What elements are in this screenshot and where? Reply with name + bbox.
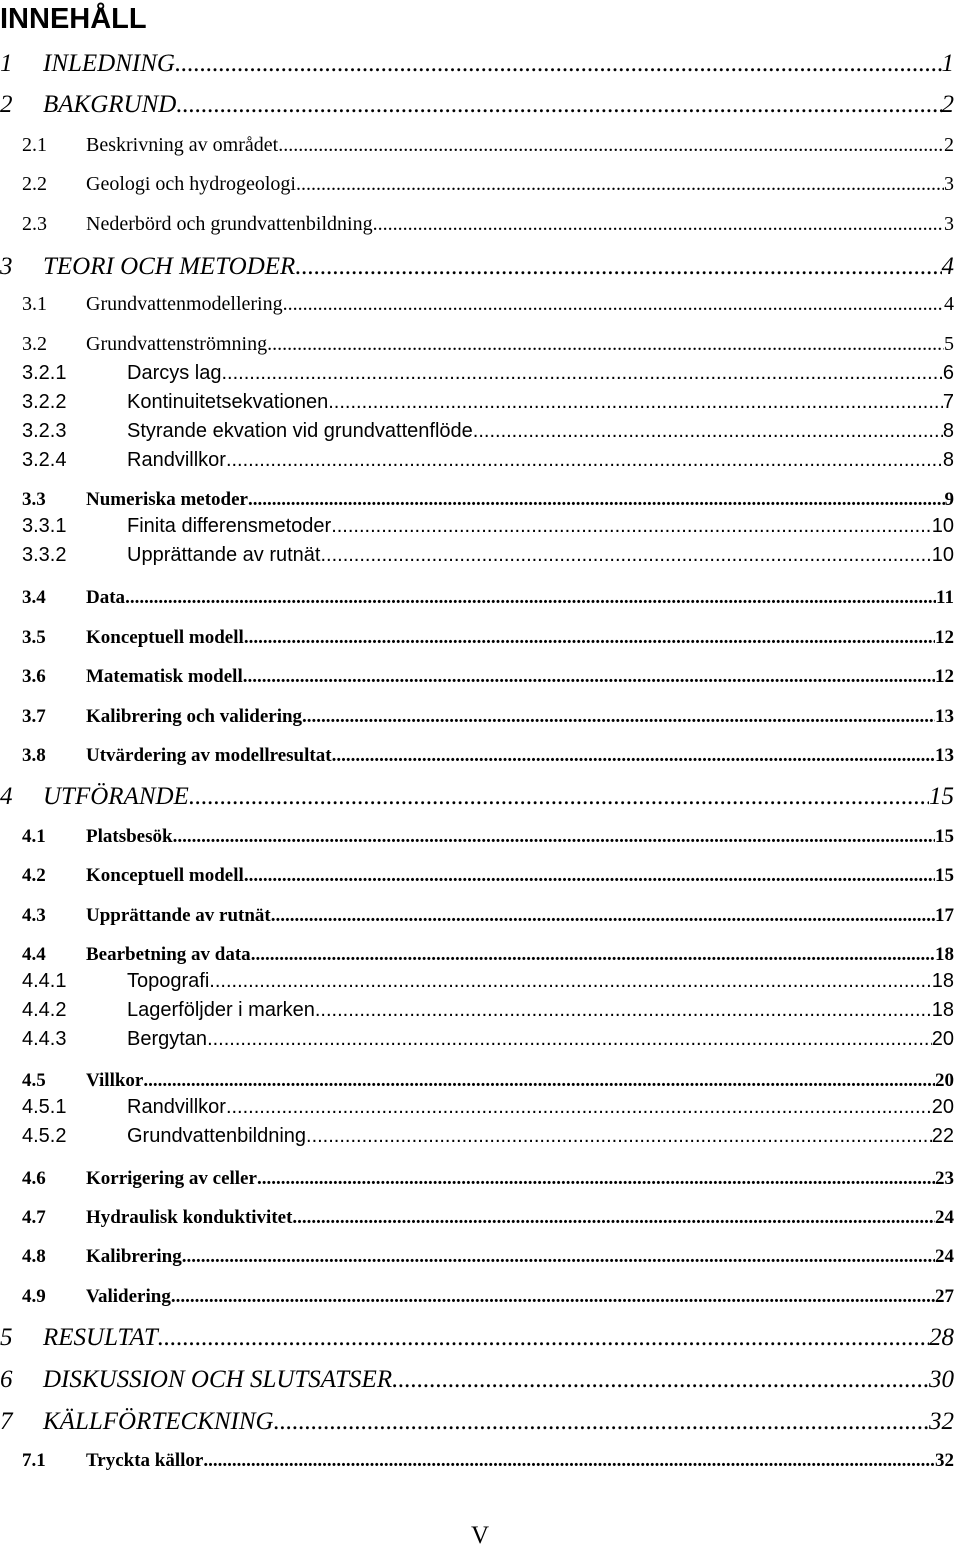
toc-entry-4-2[interactable] [0,865,954,887]
toc-entry-3-4[interactable] [0,587,954,609]
toc-leader [189,783,929,811]
toc-page: 24 [935,1207,954,1228]
toc-page: 20 [935,1070,954,1091]
toc-entry-4-4[interactable] [0,944,954,966]
toc-page: 15 [935,865,954,886]
toc-leader [176,91,941,119]
toc-number: 3.3.2 [22,544,67,566]
toc-leader [331,515,932,538]
toc-leader [244,865,935,887]
toc-page: 6 [942,362,954,384]
toc-title: RESULTAT [43,1324,158,1351]
toc-leader [274,1408,929,1436]
toc-leader [320,544,931,567]
toc-title: Konceptuell modell [86,865,244,886]
toc-page: 30 [929,1366,954,1393]
toc-leader [248,489,945,511]
toc-number: 3.2 [22,333,47,355]
toc-page: 32 [929,1408,954,1435]
toc-leader [158,1324,929,1352]
toc-page: 12 [935,666,954,687]
toc-title: Tryckta källor [86,1450,204,1471]
toc-page: 18 [931,999,954,1021]
toc-title: Styrande ekvation vid grundvattenflöde [127,420,473,442]
toc-page: 15 [929,783,954,810]
toc-title: Beskrivning av området [86,134,279,156]
toc-entry-3-3[interactable] [0,489,954,511]
toc-number: 3.2.2 [22,391,67,413]
toc-entry-2-1[interactable] [0,134,954,157]
toc-title: Grundvattenmodellering [86,293,283,315]
toc-title: Validering [86,1286,171,1307]
toc-number: 4.8 [22,1246,46,1267]
toc-leader [182,1246,935,1268]
toc-title: Kalibrering och validering [86,706,303,727]
toc-number: 4.5.1 [22,1096,67,1118]
toc-number: 3.2.1 [22,362,67,384]
toc-number: 4 [0,783,13,810]
toc-number: 4.4.1 [22,970,67,992]
toc-page: 20 [931,1096,954,1118]
toc-leader [283,293,944,316]
toc-leader [332,745,935,767]
toc-number: 4.1 [22,826,46,847]
toc-leader [207,1028,932,1051]
toc-page: 8 [942,449,954,471]
toc-page: 7 [942,391,954,413]
toc-leader [373,213,944,236]
toc-leader [143,1070,935,1092]
toc-leader [203,1450,935,1472]
toc-entry-4-7[interactable] [0,1207,954,1229]
toc-leader [251,944,935,966]
toc-number: 1 [0,50,13,77]
toc-entry-3[interactable] [0,253,954,281]
toc-page: 10 [931,544,954,566]
toc-entry-3-2-4[interactable] [0,449,954,472]
toc-page: 11 [936,587,954,608]
toc-entry-3-8[interactable] [0,745,954,767]
toc-page: 4 [941,253,954,280]
toc-title: Matematisk modell [86,666,243,687]
toc-entry-4-4-3[interactable] [0,1028,954,1051]
toc-title: Bergytan [127,1028,208,1050]
toc-page: 8 [942,420,954,442]
toc-leader [257,1168,935,1190]
toc-entry-5[interactable] [0,1324,954,1352]
toc-page: 3 [944,173,954,195]
toc-heading: INNEHÅLL [0,3,147,35]
toc-leader [278,134,944,157]
toc-title: DISKUSSION OCH SLUTSATSER [43,1366,393,1393]
toc-page: 18 [935,944,954,965]
toc-page: 27 [935,1286,954,1307]
toc-number: 3.1 [22,293,47,315]
toc-leader [296,173,944,196]
toc-number: 5 [0,1324,13,1351]
toc-number: 4.4 [22,944,46,965]
toc-page: 9 [944,489,954,510]
toc-leader [271,905,935,927]
toc-page: 22 [931,1125,954,1147]
toc-page: 13 [935,706,954,727]
toc-page: 17 [935,905,954,926]
toc-title: Numeriska metoder [86,489,248,510]
toc-page: 15 [935,826,954,847]
toc-leader [267,333,944,356]
toc-entry-4-5-1[interactable] [0,1096,954,1119]
toc-leader [209,970,931,993]
toc-leader [175,50,942,78]
toc-number: 4.7 [22,1207,46,1228]
toc-entry-4[interactable] [0,783,954,811]
toc-title: BAKGRUND [43,91,177,118]
toc-title: Kontinuitetsekvationen [127,391,329,413]
toc-title: Platsbesök [86,826,173,847]
toc-entry-4-1[interactable] [0,826,954,848]
toc-number: 4.4.2 [22,999,67,1021]
toc-leader [226,1096,932,1119]
toc-title: Hydraulisk konduktivitet [86,1207,293,1228]
toc-page: 24 [935,1246,954,1267]
toc-entry-7[interactable] [0,1408,954,1436]
toc-title: Bearbetning av data [86,944,251,965]
toc-entry-4-5-2[interactable] [0,1125,954,1148]
toc-title: Korrigering av celler [86,1168,257,1189]
toc-leader [302,706,935,728]
toc-title: Randvillkor [127,1096,226,1118]
toc-title: Grundvattenströmning [86,333,268,355]
toc-entry-4-6[interactable] [0,1168,954,1190]
toc-entry-2-3[interactable] [0,213,954,236]
toc-leader [171,1286,935,1308]
toc-page: 23 [935,1168,954,1189]
toc-entry-3-5[interactable] [0,627,954,649]
toc-title: Darcys lag [127,362,222,384]
toc-leader [173,826,935,848]
toc-page: 2 [941,91,954,118]
toc-number: 3.2.4 [22,449,67,471]
toc-number: 4.3 [22,905,46,926]
toc-title: UTFÖRANDE [43,783,189,810]
toc-page: 20 [931,1028,954,1050]
toc-number: 4.6 [22,1168,46,1189]
toc-page: 4 [944,293,954,315]
toc-entry-3-2[interactable] [0,333,954,356]
toc-number: 3 [0,253,13,280]
toc-leader [392,1366,929,1394]
toc-title: Geologi och hydrogeologi [86,173,296,195]
toc-number: 2.1 [22,134,47,156]
toc-leader [244,627,935,649]
toc-entry-3-1[interactable] [0,293,954,316]
toc-title: Upprättande av rutnät [86,905,271,926]
toc-number: 3.2.3 [22,420,67,442]
toc-entry-7-1[interactable] [0,1450,954,1472]
toc-number: 3.6 [22,666,46,687]
toc-title: Topografi [127,970,210,992]
toc-title: Upprättande av rutnät [127,544,321,566]
toc-entry-3-7[interactable] [0,706,954,728]
toc-leader [306,1125,932,1148]
toc-title: Grundvattenbildning [127,1125,307,1147]
toc-title: TEORI OCH METODER [43,253,296,280]
toc-number: 4.2 [22,865,46,886]
toc-leader [473,420,943,443]
toc-number: 2.2 [22,173,47,195]
toc-number: 7.1 [22,1450,46,1471]
toc-entry-4-4-2[interactable] [0,999,954,1022]
toc-entry-3-6[interactable] [0,666,954,688]
toc-entry-4-9[interactable] [0,1286,954,1308]
toc-page: 28 [929,1324,954,1351]
toc-title: KÄLLFÖRTECKNING [43,1408,274,1435]
toc-number: 4.5 [22,1070,46,1091]
toc-entry-2-2[interactable] [0,173,954,196]
toc-page: 1 [941,50,954,77]
toc-title: Data [86,587,126,608]
toc-title: Utvärdering av modellresultat [86,745,332,766]
toc-leader [221,362,942,385]
toc-leader [226,449,943,472]
toc-entry-3-2-3[interactable] [0,420,954,443]
toc-page: 2 [944,134,954,156]
toc-leader [315,999,932,1022]
toc-entry-4-3[interactable] [0,905,954,927]
toc-title: Nederbörd och grundvattenbildning [86,213,373,235]
toc-number: 3.3 [22,489,46,510]
toc-number: 3.8 [22,745,46,766]
toc-page: 5 [944,333,954,355]
toc-number: 3.4 [22,587,46,608]
toc-page: 32 [935,1450,954,1471]
toc-title: Konceptuell modell [86,627,244,648]
toc-entry-3-3-1[interactable] [0,515,954,538]
toc-leader [243,666,935,688]
toc-entry-4-4-1[interactable] [0,970,954,993]
toc-entry-3-2-2[interactable] [0,391,954,414]
toc-number: 4.4.3 [22,1028,67,1050]
toc-number: 2.3 [22,213,47,235]
toc-page: 13 [935,745,954,766]
toc-number: 3.7 [22,706,46,727]
toc-leader [125,587,936,609]
toc-entry-4-5[interactable] [0,1070,954,1092]
toc-leader [292,1207,935,1229]
toc-entry-4-8[interactable] [0,1246,954,1268]
toc-number: 2 [0,91,13,118]
toc-number: 3.5 [22,627,46,648]
toc-entry-3-3-2[interactable] [0,544,954,567]
page-number: V [470,1522,490,1549]
toc-title: Kalibrering [86,1246,182,1267]
toc-entry-3-2-1[interactable] [0,362,954,385]
toc-page: 3 [944,213,954,235]
toc-title: Lagerföljder i marken [127,999,315,1021]
toc-leader [328,391,943,414]
toc-number: 4.5.2 [22,1125,67,1147]
toc-number: 4.9 [22,1286,46,1307]
toc-title: Villkor [86,1070,144,1091]
toc-entry-1[interactable] [0,50,954,78]
toc-page: 12 [935,627,954,648]
toc-title: Randvillkor [127,449,226,471]
toc-number: 3.3.1 [22,515,67,537]
toc-entry-2[interactable] [0,91,954,119]
toc-leader [295,253,941,281]
toc-number: 7 [0,1408,13,1435]
toc-number: 6 [0,1366,13,1393]
toc-title: INLEDNING [43,50,175,77]
toc-entry-6[interactable] [0,1366,954,1394]
toc-page: 18 [931,970,954,992]
toc-title: Finita differensmetoder [127,515,332,537]
toc-page: 10 [931,515,954,537]
